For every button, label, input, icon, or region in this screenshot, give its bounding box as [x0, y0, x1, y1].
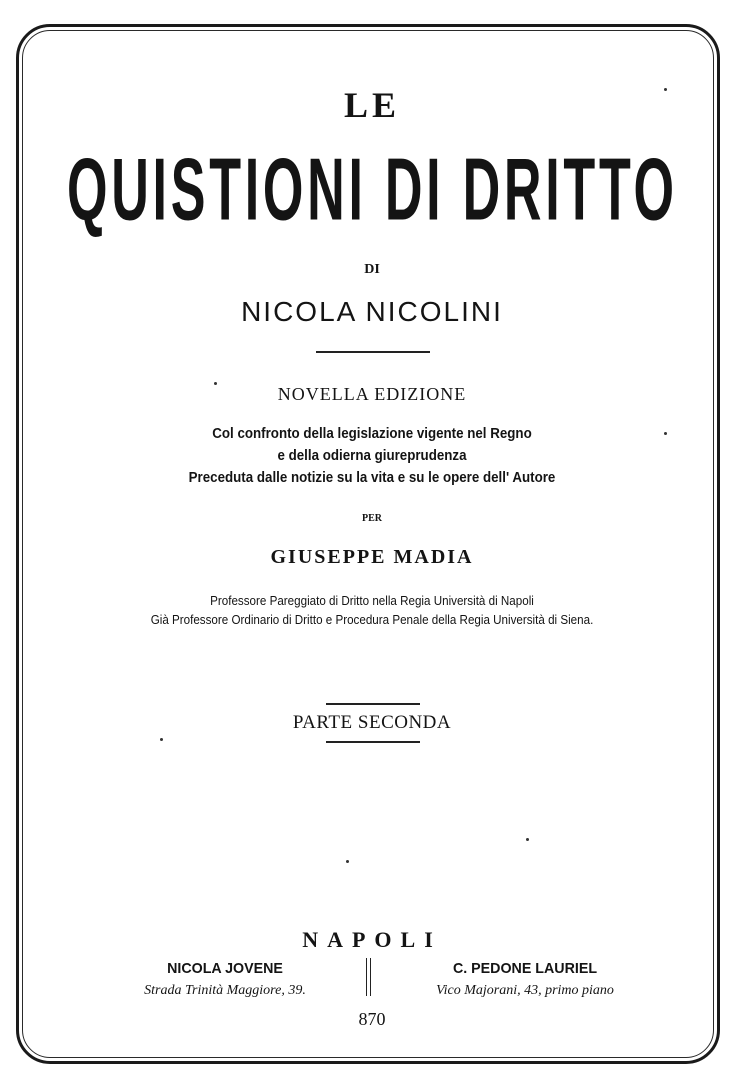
publication-year: 870	[358, 1009, 386, 1029]
print-speck	[346, 860, 349, 863]
author-name: NICOLA NICOLINI	[241, 296, 503, 327]
publisher-2-address: Vico Majorani, 43, primo piano	[436, 983, 614, 998]
by-label: DI	[364, 262, 380, 277]
print-speck	[160, 738, 163, 741]
publisher-2-name: C. PEDONE LAURIEL	[452, 960, 598, 977]
publisher-1-name: NICOLA JOVENE	[167, 960, 283, 977]
part-label: PARTE SECONDA	[292, 712, 452, 733]
city-name: NAPOLI	[302, 927, 442, 952]
edition-label: NOVELLA EDIZIONE	[277, 384, 467, 404]
print-speck	[664, 432, 667, 435]
title-container	[0, 140, 744, 250]
description-line-1: Col confronto della legislazione vigente nel Regno	[212, 426, 532, 442]
editor-affiliation-1: Professore Pareggiato di Dritto nella Regia Università di Napoli	[210, 594, 534, 608]
per-label: PER	[362, 513, 382, 524]
print-speck	[526, 838, 529, 841]
editor-affiliation-2: Già Professore Ordinario di Dritto e Procedura Penale della Regia Università di Siena.	[150, 613, 594, 627]
part-rule-top	[326, 703, 420, 705]
print-speck	[214, 382, 217, 385]
author-rule	[316, 351, 430, 353]
print-speck	[664, 88, 667, 91]
publisher-1-address: Strada Trinità Maggiore, 39.	[144, 983, 306, 998]
publisher-divider	[366, 958, 371, 996]
title-article: LE	[343, 85, 401, 125]
editor-name: GIUSEPPE MADIA	[270, 546, 474, 568]
part-rule-bottom	[326, 741, 420, 743]
description-line-3: Preceduta dalle notizie su la vita e su le opere dell' Autore	[188, 470, 556, 486]
description-line-2: e della odierna giureprudenza	[277, 448, 467, 464]
main-title: QUISTIONI DI DRITTO	[66, 138, 678, 239]
